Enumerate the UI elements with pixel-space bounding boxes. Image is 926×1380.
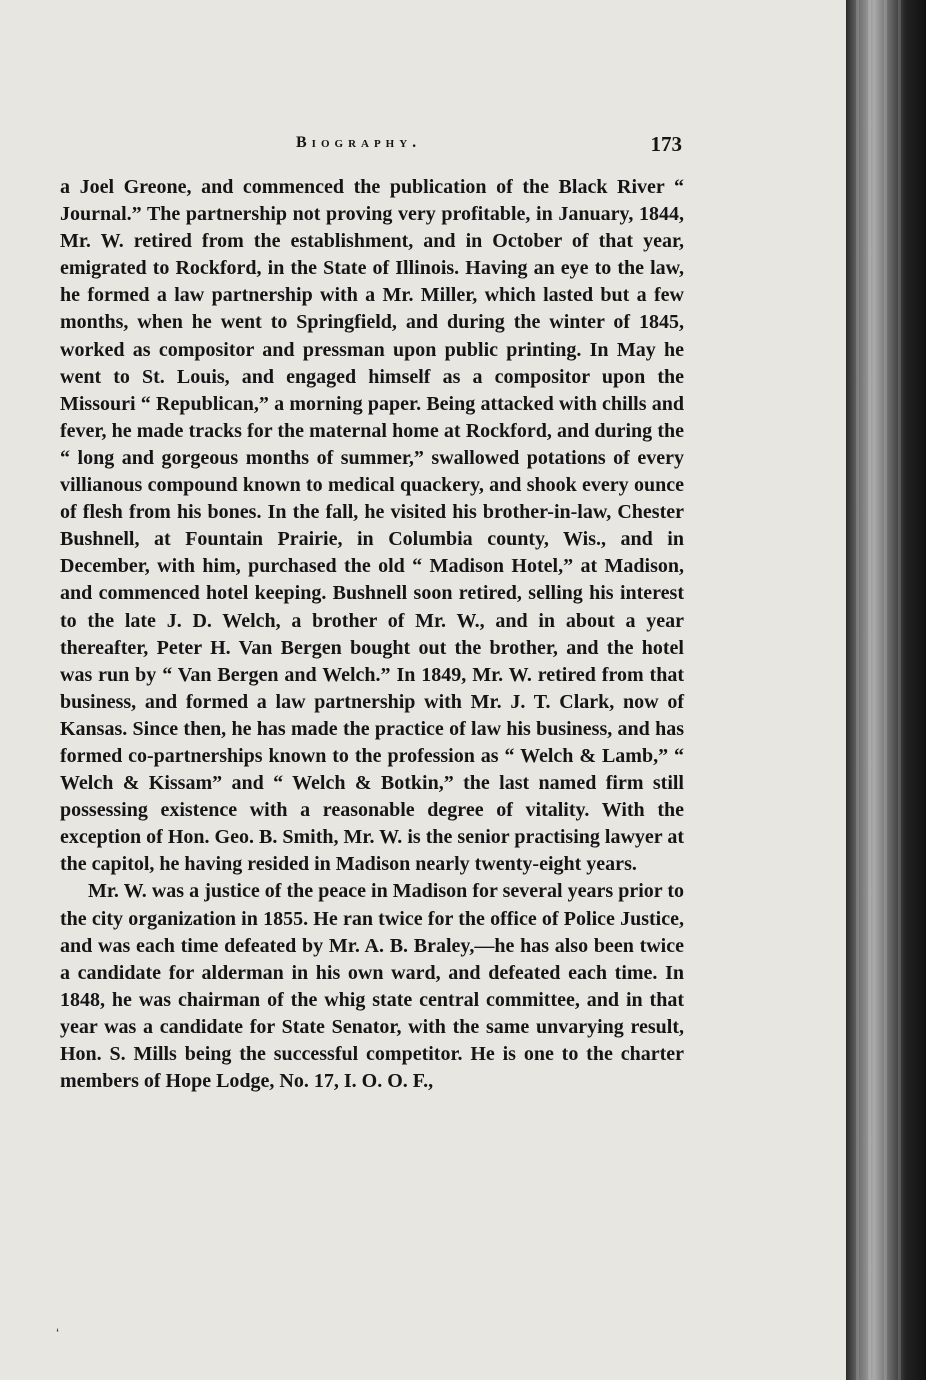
running-head [60, 132, 682, 158]
edge-strip [856, 0, 859, 1380]
paragraph-1: a Joel Greone, and commenced the publication of the Black River “ Journal.” The partnership not proving very profitable, in January, 1844, Mr. W. retired from the establishment, and in October of that year, emigrated to Rockford, in the State of Illinois. Having an eye to the law, he formed a law partnership with a Mr. Miller, which lasted but a few months, when he went to Springfield, and during the winter of 1845, worked as compositor and pressman upon public printing. In May he went to St. Louis, and engaged himself as a compositor upon the Missouri “ Republican,” a morning paper. Being attacked with chills and fever, he made tracks for the maternal home at Rockford, and during the “ long and gorgeous months of summer,” swallowed potations of every villianous compound known to medical quackery, and shook every ounce of flesh from his bones. In the fall, he visited his brother-in-law, Chester Bushnell, at Fountain Prairie, in Columbia county, Wis., and in December, with him, purchased the old “ Madison Hotel,” at Madison, and commenced hotel keeping. Bushnell soon retired, selling his interest to the late J. D. Welch, a brother of Mr. W., and in about a year thereafter, Peter H. Van Bergen bought out the brother, and the hotel was run by “ Van Bergen and Welch.” In 1849, Mr. W. retired from that business, and formed a law partnership with Mr. J. T. Clark, now of Kansas. Since then, he has made the practice of law his business, and has formed co-partnerships known to the profession as “ Welch & Lamb,” “ Welch & Kissam” and “ Welch & Botkin,” the last named firm still possessing existence with a reasonable degree of vitality. With the exception of Hon. Geo. B. Smith, Mr. W. is the senior practising lawyer at the capitol, he having resided in Madison nearly twenty-eight years. [60, 176, 684, 876]
stray-mark: ‘ [56, 1325, 60, 1341]
edge-strip [898, 0, 901, 1380]
edge-strip [884, 0, 887, 1380]
page-edge-binding [846, 0, 926, 1380]
paragraph-2: Mr. W. was a justice of the peace in Madison for several years prior to the city organization in 1855. He ran twice for the office of Police Justice, and was each time defeated by Mr. A. B. Braley,—he has also been twice a candidate for alderman in his own ward, and defeated each time. In 1848, he was chairman of the whig state central committee, and in that year was a candidate for State Senator, with the same unvarying result, Hon. S. Mills being the successful competitor. He is one to the charter members of Hope Lodge, No. 17, I. O. O. F., [60, 880, 684, 1093]
edge-strip [868, 0, 871, 1380]
page-number: 173 [650, 132, 682, 156]
body-text [60, 174, 684, 1095]
running-title: Biography. [296, 134, 422, 151]
